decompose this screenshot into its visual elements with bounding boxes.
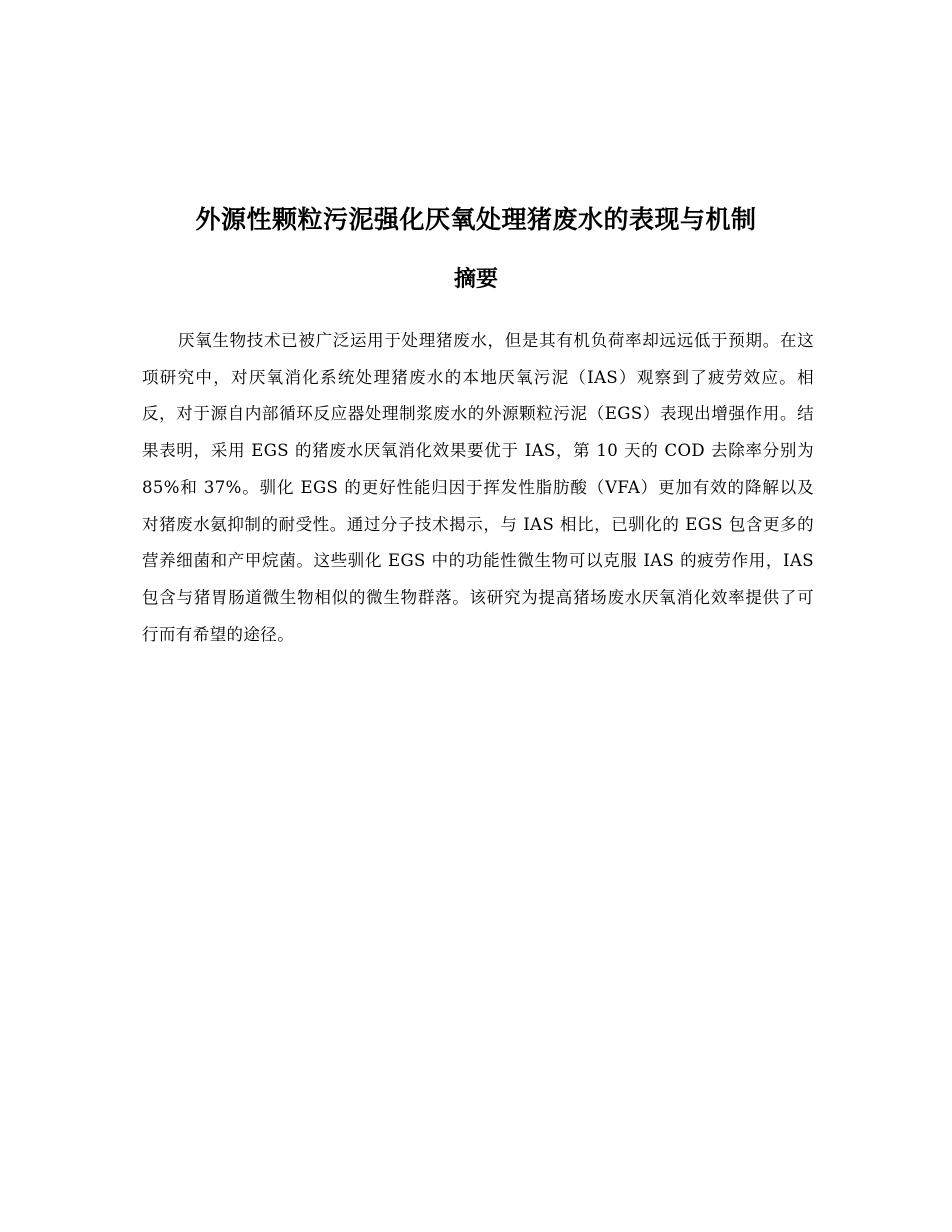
paper-title: 外源性颗粒污泥强化厌氧处理猪废水的表现与机制 xyxy=(195,205,757,234)
abstract-paragraph: 厌氧生物技术已被广泛运用于处理猪废水，但是其有机负荷率却远远低于预期。在这项研究中，对厌氧消化系统处理猪废水的本地厌氧污泥（IAS）观察到了疲劳效应。相反，对于源自内部循环反应器处理制浆废水的外源颗粒污泥（EGS）表现出增强作用。结果表明，采用 EGS 的猪废水厌氧消化效果要优于 IAS，第 10 天的 COD 去除率分别为 85%和 37%。驯化 EGS 的更好性能归因于挥发性脂肪酸（VFA）更加有效的降解以及对猪废水氨抑制的耐受性。通过分子技术揭示，与 IAS 相比，已驯化的 EGS 包含更多的营养细菌和产甲烷菌。这些驯化 EGS 中的功能性微生物可以克服 IAS 的疲劳作用，IAS 包含与猪胃肠道微生物相似的微生物群落。该研究为提高猪场废水厌氧消化效率提供了可行而有希望的途径。 xyxy=(142,331,814,644)
abstract-heading: 摘要 xyxy=(453,267,498,292)
abstract-section xyxy=(142,323,814,653)
